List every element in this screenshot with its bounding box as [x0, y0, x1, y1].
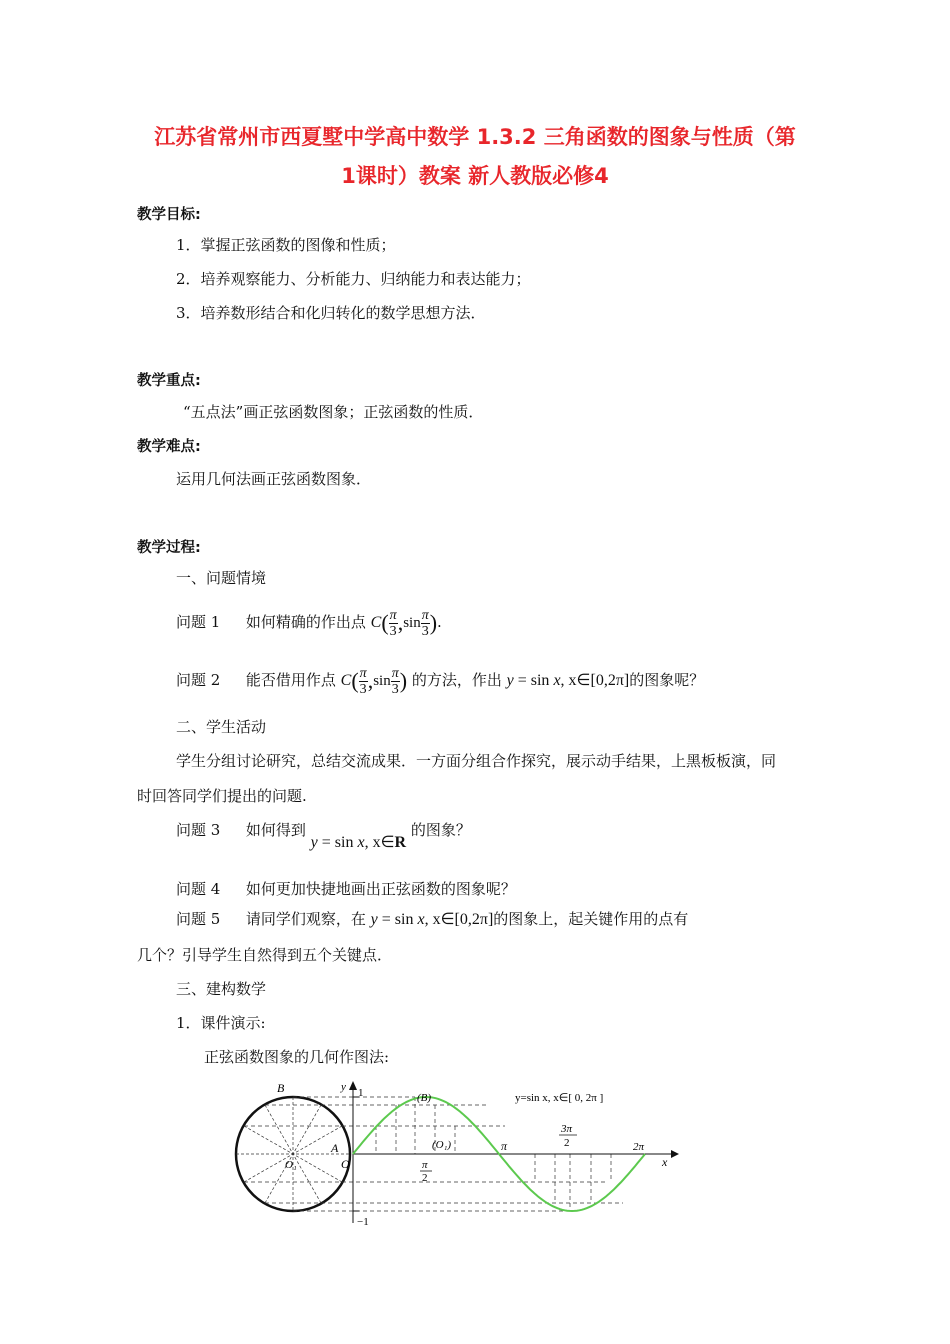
q2-text: 能否借用作点: [245, 671, 336, 689]
label-A: A: [331, 1141, 339, 1155]
construct-1-sub: 正弦函数图象的几何作图法:: [204, 1048, 390, 1066]
goal-item-1: 1．掌握正弦函数的图像和性质；: [176, 236, 396, 254]
goal-item-2: 2．培养观察能力、分析能力、归纳能力和表达能力；: [176, 270, 531, 288]
x-axis-arrow: [671, 1150, 679, 1158]
question-4: 问题 4 如何更加快捷地画出正弦函数的图象呢？: [176, 880, 516, 898]
q5-formula: y = sin x, x∈[0,2π]: [370, 911, 494, 928]
title-line-1: 江苏省常州市西夏墅中学高中数学 1.3.2 三角函数的图象与性质（第: [154, 125, 796, 149]
key-heading: 教学重点:: [137, 373, 201, 389]
question-2: 问题 2 能否借用作点 C( $\frac{\pi}{3}$ ,sin $\frac{\pi}{3}$ ) 的方法，作出 y = sin x, x∈[0,2π]的图象呢？: [176, 665, 705, 697]
q2-mid: 的方法，作出: [411, 671, 502, 689]
q1-frac-2: $\frac{\pi}{3}$: [421, 607, 429, 639]
label-one: 1: [358, 1087, 364, 1099]
label-pi-half-den: 2: [422, 1172, 428, 1184]
label-2pi: 2π: [633, 1141, 645, 1153]
q1-point-C: C: [370, 614, 382, 631]
label-pi-half-num: π: [422, 1159, 428, 1171]
key-text: “五点法”画正弦函数图象；正弦函数的性质．: [183, 403, 484, 421]
label-minus-one: −1: [357, 1216, 369, 1228]
goals-heading: 教学目标:: [137, 207, 201, 223]
y-axis-arrow: [349, 1081, 357, 1090]
process-heading: 教学过程:: [137, 540, 201, 556]
q2-label: 问题 2: [176, 671, 221, 689]
question-3: 问题 3 如何得到 y = sin x, x∈R 的图象？: [176, 821, 471, 851]
question-5-line-2: 几个？引导学生自然得到五个关键点．: [137, 946, 393, 964]
q2-frac-2: $\frac{\pi}{3}$: [391, 665, 399, 697]
construct-1: 1．课件演示:: [176, 1014, 266, 1032]
label-O: O: [341, 1157, 350, 1171]
label-B-paren: (B): [417, 1092, 432, 1104]
section-3: 三、建构数学: [176, 980, 267, 998]
sine-geometric-figure: [225, 1078, 685, 1228]
difficulty-heading: 教学难点:: [137, 439, 201, 455]
q2-end: 的图象呢？: [629, 671, 705, 689]
label-3pi-num: 3π: [561, 1123, 573, 1135]
label-B: B: [277, 1081, 285, 1095]
activity-line-2: 时回答同学们提出的问题.: [137, 787, 307, 805]
q1-frac-1: $\frac{\pi}{3}$: [389, 607, 397, 639]
label-x: x: [662, 1155, 668, 1169]
section-1: 一、问题情境: [176, 569, 267, 587]
q2-formula: y = sin x, x∈[0,2π]: [506, 672, 630, 689]
q1-label: 问题 1: [176, 613, 221, 631]
q1-text: 如何精确的作出点: [245, 613, 366, 631]
label-O1: O₁: [285, 1159, 297, 1171]
label-y: y: [341, 1081, 346, 1093]
q2-frac-1: $\frac{\pi}{3}$: [359, 665, 367, 697]
question-1: 问题 1 如何精确的作出点 C( $\frac{\pi}{3}$ ,sin $\frac{\pi}{3}$ ).: [176, 607, 442, 639]
goal-item-3: 3．培养数形结合和化归转化的数学思想方法．: [176, 304, 486, 322]
difficulty-text: 运用几何法画正弦函数图象．: [176, 470, 372, 488]
title-line-2: 1课时）教案 新人教版必修4: [341, 164, 609, 188]
q3-formula: y = sin x, x∈R: [310, 834, 407, 851]
section-2: 二、学生活动: [176, 718, 267, 736]
label-3pi-den: 2: [564, 1137, 570, 1149]
label-pi: π: [501, 1139, 508, 1153]
figure-legend: y=sin x, x∈[ 0, 2π ]: [515, 1092, 604, 1104]
activity-line-1: 学生分组讨论研究，总结交流成果．一方面分组合作探究，展示动手结果，上黑板板演，同: [176, 752, 777, 770]
question-5: 问题 5 请同学们观察，在 y = sin x, x∈[0,2π]的图象上，起关键作用的点有: [176, 910, 689, 928]
label-O1-paren: (O₁): [432, 1139, 452, 1151]
